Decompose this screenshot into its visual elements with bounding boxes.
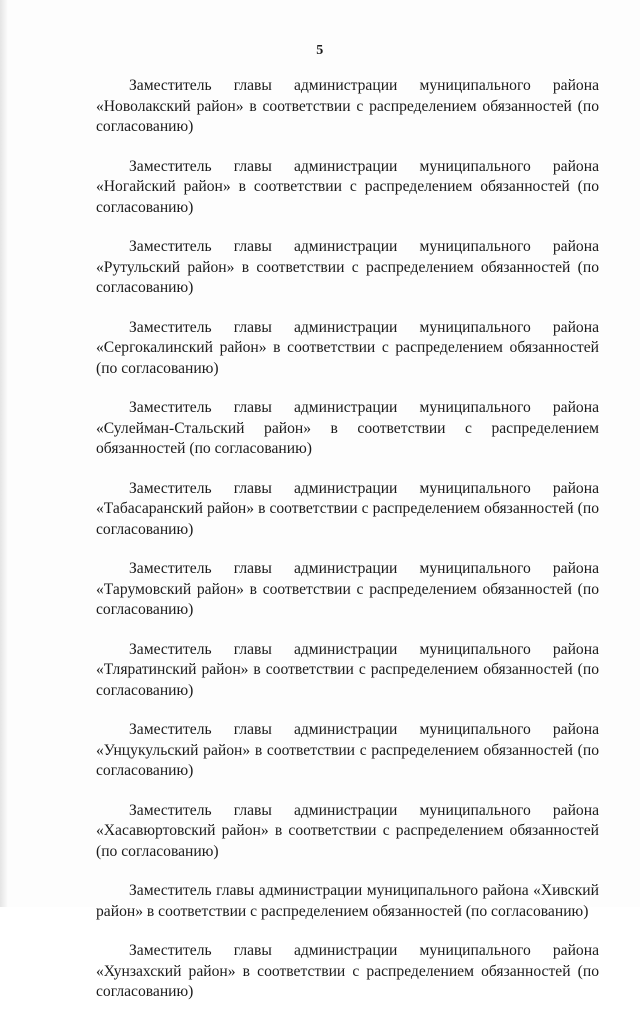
paragraph-khivsky: Заместитель главы администрации муниципального района «Хивский район» в соответствии с распределением обязанностей (по согласованию) <box>96 882 599 920</box>
paragraph-suleiman-stalsky: Заместитель главы администрации муниципального района «Сулейман-Стальский район» в соответствии с распределением обязанностей (по согласованию) <box>96 399 599 457</box>
paragraph-untsukulsky: Заместитель главы администрации муниципального района «Унцукульский район» в соответствии с распределением обязанностей (по согласованию) <box>96 721 599 779</box>
paragraph-tarumovsky: Заместитель главы администрации муниципального района «Тарумовский район» в соответствии с распределением обязанностей (по согласованию) <box>96 560 599 618</box>
document-body <box>96 76 599 1022</box>
paragraph-nogaisky: Заместитель главы администрации муниципального района «Ногайский район» в соответствии с распределением обязанностей (по согласованию) <box>96 157 599 216</box>
paragraph-tabasaransky: Заместитель главы администрации муниципального района «Табасаранский район» в соответствии с распределением обязанностей (по согласованию) <box>96 479 599 538</box>
page-number: 5 <box>316 43 324 58</box>
paragraph-rutulsky: Заместитель главы администрации муниципального района «Рутульский район» в соответствии с распределением обязанностей (по согласованию) <box>96 238 599 296</box>
paragraph-tlyaratinsky: Заместитель главы администрации муниципального района «Тляратинский район» в соответствии с распределением обязанностей (по согласованию) <box>96 640 599 699</box>
paragraph-novolaksky: Заместитель главы администрации муниципального района «Новолакский район» в соответствии с распределением обязанностей (по согласованию) <box>96 77 599 135</box>
paragraph-khunzakhsky: Заместитель главы администрации муниципального района «Хунзахский район» в соответствии с распределением обязанностей (по согласованию) <box>96 942 599 1000</box>
paragraph-sergokalinsky: Заместитель главы администрации муниципального района «Сергокалинский район» в соответствии с распределением обязанностей (по согласованию) <box>96 318 599 377</box>
paragraph-khasavyurtovsky: Заместитель главы администрации муниципального района «Хасавюртовский район» в соответствии с распределением обязанностей (по согласованию) <box>96 801 599 860</box>
page-edge-shadow <box>0 0 8 907</box>
